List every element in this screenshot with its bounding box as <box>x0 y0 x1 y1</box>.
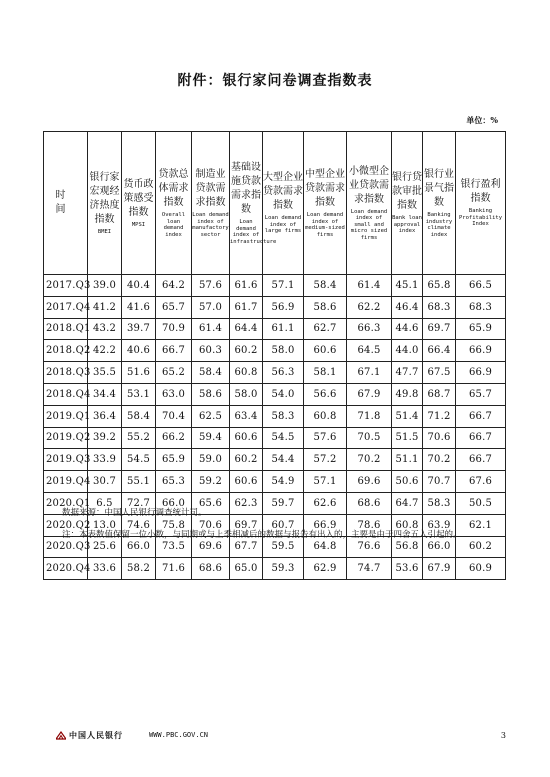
table-cell: 64.8 <box>304 536 347 558</box>
table-cell: 54.4 <box>263 449 304 471</box>
table-cell: 71.8 <box>347 405 392 427</box>
row-period: 2018.Q1 <box>44 318 88 340</box>
table-cell: 66.0 <box>423 536 456 558</box>
table-cell: 39.2 <box>88 427 122 449</box>
table-cell: 57.1 <box>263 275 304 297</box>
rounding-remark: 注：本表数值保留一位小数，与同期或与上季相减后的数据与报告有出入的，主要是由于四舍五入引起的。 <box>62 530 462 540</box>
table-cell: 57.2 <box>304 449 347 471</box>
table-cell: 41.2 <box>88 296 122 318</box>
table-cell: 69.6 <box>347 471 392 493</box>
table-cell: 47.7 <box>392 362 423 384</box>
column-header-en: Loan demand index of small and micro sized firms <box>350 208 388 241</box>
table-cell: 56.8 <box>392 536 423 558</box>
table-cell: 65.7 <box>156 296 192 318</box>
column-header-4 <box>192 132 230 275</box>
table-cell: 13.0 <box>88 514 122 536</box>
table-cell: 60.6 <box>230 471 263 493</box>
row-period: 2018.Q2 <box>44 340 88 362</box>
table-row <box>44 383 506 405</box>
column-header-cn: 小微型企业贷款需求指数 <box>349 165 389 205</box>
table-cell: 66.0 <box>122 536 156 558</box>
table-cell: 67.1 <box>347 362 392 384</box>
table-cell: 60.3 <box>192 340 230 362</box>
table-cell: 65.6 <box>192 492 230 514</box>
table-cell: 59.2 <box>192 471 230 493</box>
table-cell: 58.6 <box>192 383 230 405</box>
table-cell: 74.6 <box>122 514 156 536</box>
table-cell: 66.0 <box>156 492 192 514</box>
table-cell: 39.0 <box>88 275 122 297</box>
column-header-en: Loan demand index of infrastructure <box>230 219 277 245</box>
pbc-emblem-icon <box>56 731 66 740</box>
row-period: 2020.Q2 <box>44 514 88 536</box>
table-cell: 61.4 <box>347 275 392 297</box>
column-header-cn: 制造业贷款需求指数 <box>195 169 226 208</box>
column-header-en: MPSI <box>131 221 146 228</box>
column-header-7 <box>304 132 347 275</box>
table-row <box>44 405 506 427</box>
table-cell: 71.2 <box>423 405 456 427</box>
table-cell: 70.2 <box>423 449 456 471</box>
page-number: 3 <box>500 731 506 740</box>
row-period: 2020.Q3 <box>44 536 88 558</box>
table-cell: 56.3 <box>263 362 304 384</box>
table-cell: 65.2 <box>156 362 192 384</box>
table-cell: 58.0 <box>230 383 263 405</box>
column-header-cn: 银行家宏观经济热度指数 <box>89 171 120 225</box>
table-cell: 63.4 <box>230 405 263 427</box>
table-cell: 69.7 <box>230 514 263 536</box>
table-cell: 57.0 <box>192 296 230 318</box>
table-cell: 61.4 <box>192 318 230 340</box>
table-cell: 51.6 <box>122 362 156 384</box>
table-cell: 44.6 <box>392 318 423 340</box>
table-cell: 40.6 <box>122 340 156 362</box>
website-url: WWW.PBC.GOV.CN <box>149 731 209 739</box>
table-cell: 66.4 <box>423 340 456 362</box>
table-cell: 58.4 <box>304 275 347 297</box>
table-cell: 50.5 <box>456 492 506 514</box>
table-cell: 57.1 <box>304 471 347 493</box>
table-row <box>44 471 506 493</box>
table-cell: 25.6 <box>88 536 122 558</box>
table-cell: 61.7 <box>230 296 263 318</box>
table-cell: 60.2 <box>230 449 263 471</box>
column-header-cn: 大型企业贷款需求指数 <box>263 172 303 212</box>
table-cell: 58.2 <box>122 558 156 580</box>
column-header-en: Overall loan demand index <box>161 212 186 238</box>
table-cell: 60.6 <box>230 427 263 449</box>
table-cell: 51.5 <box>392 427 423 449</box>
table-cell: 63.0 <box>156 383 192 405</box>
table-cell: 70.4 <box>156 405 192 427</box>
table-cell: 30.7 <box>88 471 122 493</box>
table-header-row <box>44 132 506 275</box>
table-cell: 36.4 <box>88 405 122 427</box>
row-period: 2018.Q3 <box>44 362 88 384</box>
table-cell: 73.5 <box>156 536 192 558</box>
table-row <box>44 449 506 471</box>
table-cell: 59.7 <box>263 492 304 514</box>
table-cell: 33.9 <box>88 449 122 471</box>
table-cell: 70.7 <box>423 471 456 493</box>
table-cell: 59.5 <box>263 536 304 558</box>
table-cell: 66.9 <box>456 362 506 384</box>
table-cell: 55.2 <box>122 427 156 449</box>
column-header-cn: 货币政策感受指数 <box>123 178 154 218</box>
column-header-en: Banking Profitability Index <box>458 208 503 228</box>
column-header-cn: 基础设施贷款需求指数 <box>231 162 261 215</box>
column-header-10 <box>423 132 456 275</box>
table-cell: 51.4 <box>392 405 423 427</box>
table-cell: 58.1 <box>304 362 347 384</box>
table-row <box>44 362 506 384</box>
table-cell: 57.6 <box>192 275 230 297</box>
column-header-8 <box>347 132 392 275</box>
table-cell: 60.7 <box>263 514 304 536</box>
table-cell: 58.6 <box>304 296 347 318</box>
row-period: 2020.Q4 <box>44 558 88 580</box>
table-cell: 50.6 <box>392 471 423 493</box>
table-cell: 66.9 <box>456 340 506 362</box>
table-cell: 65.7 <box>456 383 506 405</box>
table-cell: 67.9 <box>423 558 456 580</box>
column-header-en: Loan demand index of medium-sized firms <box>305 212 345 238</box>
table-cell: 65.0 <box>230 558 263 580</box>
table-cell: 41.6 <box>122 296 156 318</box>
table-cell: 62.9 <box>304 558 347 580</box>
table-cell: 68.3 <box>456 296 506 318</box>
unit-label: 单位：% <box>466 115 498 125</box>
table-cell: 57.6 <box>304 427 347 449</box>
table-cell: 67.5 <box>423 362 456 384</box>
table-cell: 46.4 <box>392 296 423 318</box>
table-cell: 67.9 <box>347 383 392 405</box>
table-cell: 60.6 <box>304 340 347 362</box>
table-cell: 45.1 <box>392 275 423 297</box>
table-cell: 62.7 <box>304 318 347 340</box>
table-cell: 62.5 <box>192 405 230 427</box>
row-period: 2018.Q4 <box>44 383 88 405</box>
table-cell: 62.3 <box>230 492 263 514</box>
table-cell: 70.9 <box>156 318 192 340</box>
table-cell: 59.0 <box>192 449 230 471</box>
table-cell: 67.6 <box>456 471 506 493</box>
column-header-time <box>44 132 96 275</box>
column-header-en: Loan demand index of large firms <box>264 215 302 235</box>
table-cell: 65.3 <box>156 471 192 493</box>
table-cell: 66.7 <box>456 405 506 427</box>
table-cell: 42.2 <box>88 340 122 362</box>
table-row <box>44 340 506 362</box>
table-row <box>44 275 506 297</box>
table-cell: 51.1 <box>392 449 423 471</box>
table-cell: 58.0 <box>263 340 304 362</box>
document-title: 附件：银行家问卷调查指数表 <box>177 73 373 89</box>
table-cell: 59.4 <box>192 427 230 449</box>
table-cell: 60.9 <box>456 558 506 580</box>
column-header-1 <box>88 132 122 275</box>
table-cell: 66.9 <box>304 514 347 536</box>
table-cell: 66.7 <box>456 449 506 471</box>
table-cell: 62.2 <box>347 296 392 318</box>
table-cell: 62.1 <box>456 514 506 536</box>
table-cell: 43.2 <box>88 318 122 340</box>
column-header-en: Bank loan approval index <box>392 215 422 235</box>
column-header-6 <box>263 132 304 275</box>
table-cell: 64.7 <box>392 492 423 514</box>
table-cell: 54.5 <box>263 427 304 449</box>
table-row <box>44 318 506 340</box>
table-cell: 72.7 <box>122 492 156 514</box>
column-header-en: BMEI <box>97 228 112 235</box>
table-cell: 78.6 <box>347 514 392 536</box>
table-cell: 69.7 <box>423 318 456 340</box>
table-cell: 60.8 <box>230 362 263 384</box>
row-period: 2019.Q1 <box>44 405 88 427</box>
column-header-cn: 贷款总体需求指数 <box>158 169 189 208</box>
column-header-cn: 银行贷款审批指数 <box>392 172 422 212</box>
table-cell: 63.9 <box>423 514 456 536</box>
table-cell: 74.7 <box>347 558 392 580</box>
table-cell: 39.7 <box>122 318 156 340</box>
table-cell: 64.2 <box>156 275 192 297</box>
column-header-cn: 银行盈利指数 <box>460 179 501 205</box>
table-cell: 66.5 <box>456 275 506 297</box>
column-header-en: Loan demand index of manufactory sector <box>192 212 229 238</box>
column-header-9 <box>392 132 423 275</box>
table-cell: 65.9 <box>456 318 506 340</box>
table-cell: 66.2 <box>156 427 192 449</box>
table-cell: 64.5 <box>347 340 392 362</box>
row-period: 2019.Q2 <box>44 427 88 449</box>
pbc-logo <box>56 730 123 741</box>
table-cell: 68.3 <box>423 296 456 318</box>
column-header-cn: 时 间 <box>55 190 96 215</box>
table-cell: 60.2 <box>230 340 263 362</box>
table-cell: 58.3 <box>423 492 456 514</box>
row-period: 2019.Q4 <box>44 471 88 493</box>
table-cell: 58.4 <box>122 405 156 427</box>
table-cell: 69.6 <box>192 536 230 558</box>
table-cell: 70.6 <box>192 514 230 536</box>
table-cell: 66.3 <box>347 318 392 340</box>
row-period: 2020.Q1 <box>44 492 88 514</box>
table-cell: 68.7 <box>423 383 456 405</box>
table-cell: 44.0 <box>392 340 423 362</box>
table-cell: 40.4 <box>122 275 156 297</box>
table-row <box>44 427 506 449</box>
table-row <box>44 558 506 580</box>
column-header-3 <box>156 132 192 275</box>
table-cell: 59.3 <box>263 558 304 580</box>
table-cell: 70.6 <box>423 427 456 449</box>
table-cell: 65.9 <box>156 449 192 471</box>
table-cell: 56.9 <box>263 296 304 318</box>
table-cell: 58.4 <box>192 362 230 384</box>
table-cell: 62.6 <box>304 492 347 514</box>
table-cell: 34.4 <box>88 383 122 405</box>
logo-text: 中国人民银行 <box>69 731 123 740</box>
table-cell: 55.1 <box>122 471 156 493</box>
table-cell: 60.2 <box>456 536 506 558</box>
table-cell: 60.8 <box>304 405 347 427</box>
table-cell: 61.6 <box>230 275 263 297</box>
table-cell: 70.5 <box>347 427 392 449</box>
table-cell: 33.6 <box>88 558 122 580</box>
column-header-5 <box>230 132 277 275</box>
table-cell: 60.8 <box>392 514 423 536</box>
row-period: 2017.Q3 <box>44 275 88 297</box>
table-cell: 53.6 <box>392 558 423 580</box>
table-cell: 66.7 <box>156 340 192 362</box>
table-cell: 54.0 <box>263 383 304 405</box>
column-header-2 <box>122 132 156 275</box>
table-cell: 6.5 <box>88 492 122 514</box>
table-cell: 67.7 <box>230 536 263 558</box>
table-cell: 65.8 <box>423 275 456 297</box>
table-cell: 64.4 <box>230 318 263 340</box>
table-cell: 49.8 <box>392 383 423 405</box>
column-header-cn: 中型企业贷款需求指数 <box>305 169 345 208</box>
table-cell: 70.2 <box>347 449 392 471</box>
table-cell: 53.1 <box>122 383 156 405</box>
table-cell: 68.6 <box>347 492 392 514</box>
table-cell: 58.3 <box>263 405 304 427</box>
table-cell: 75.8 <box>156 514 192 536</box>
table-cell: 54.5 <box>122 449 156 471</box>
table-row <box>44 296 506 318</box>
table-cell: 61.1 <box>263 318 304 340</box>
row-period: 2017.Q4 <box>44 296 88 318</box>
column-header-en: Banking industry climate index <box>425 212 453 238</box>
table-cell: 35.5 <box>88 362 122 384</box>
data-source-note: 数据来源：中国人民银行调查统计司。 <box>62 508 207 518</box>
row-period: 2019.Q3 <box>44 449 88 471</box>
page-footer <box>56 730 506 744</box>
table-cell: 76.6 <box>347 536 392 558</box>
column-header-11 <box>456 132 506 275</box>
table-cell: 66.7 <box>456 427 506 449</box>
column-header-cn: 银行业景气指数 <box>424 169 454 208</box>
table-cell: 71.6 <box>156 558 192 580</box>
table-cell: 54.9 <box>263 471 304 493</box>
table-cell: 56.6 <box>304 383 347 405</box>
table-cell: 68.6 <box>192 558 230 580</box>
